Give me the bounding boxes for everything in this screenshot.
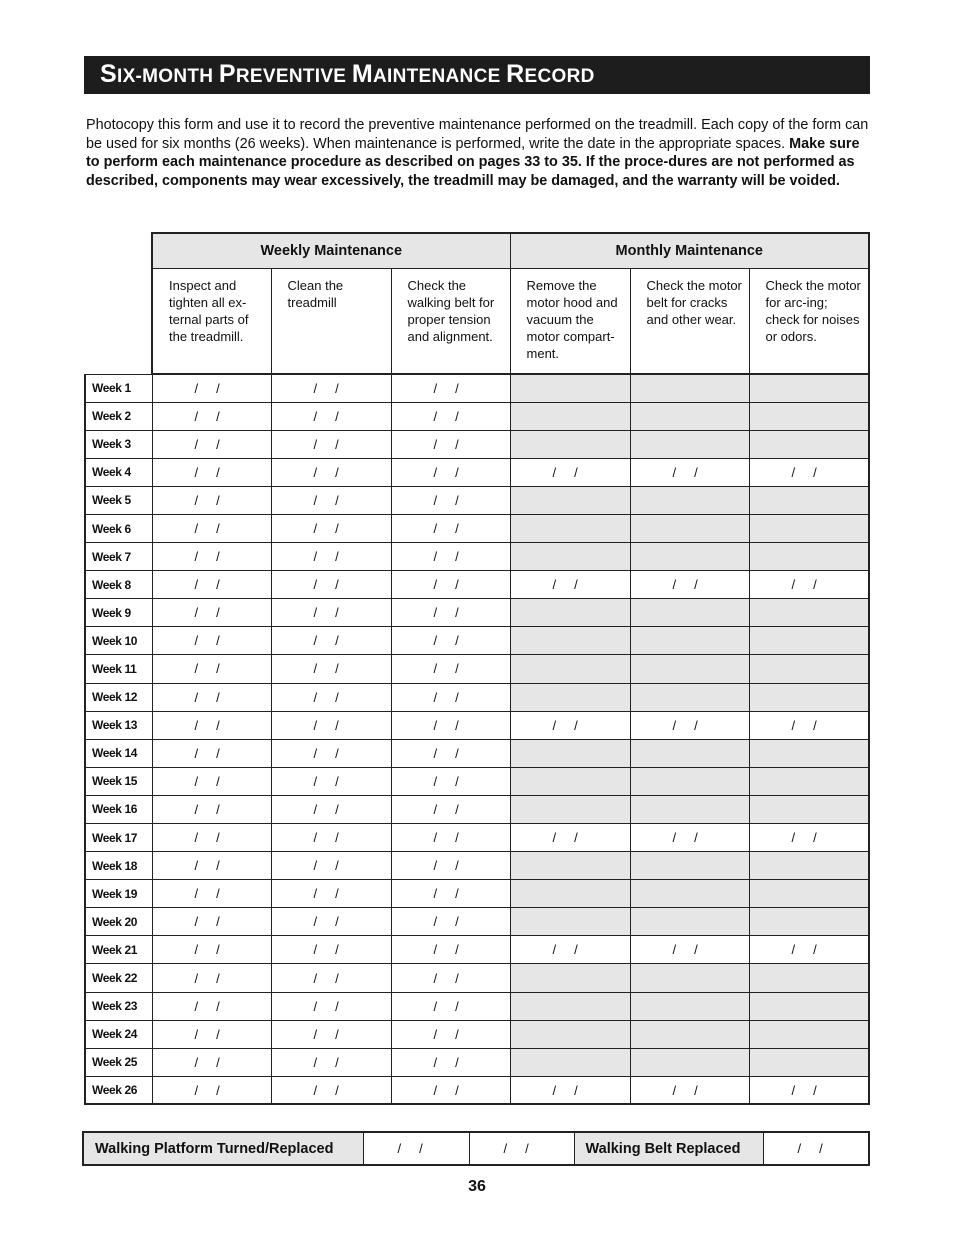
shaded-cell xyxy=(510,880,630,908)
shaded-cell xyxy=(510,486,630,514)
maintenance-table xyxy=(84,232,870,1105)
shaded-cell xyxy=(510,1020,630,1048)
shaded-cell xyxy=(630,1048,749,1076)
shaded-cell xyxy=(630,514,749,542)
shaded-cell xyxy=(749,852,869,880)
date-field[interactable]: / / xyxy=(391,571,510,599)
shaded-cell xyxy=(749,795,869,823)
column-header: Clean the treadmill xyxy=(271,268,391,374)
week-label: Week 6 xyxy=(85,514,152,542)
week-label: Week 8 xyxy=(85,571,152,599)
date-field[interactable]: / / xyxy=(152,627,271,655)
week-label: Week 9 xyxy=(85,599,152,627)
date-field[interactable]: / / xyxy=(152,486,271,514)
date-field[interactable]: / / xyxy=(152,1076,271,1104)
table-row xyxy=(85,683,869,711)
title-initial: P xyxy=(218,60,236,88)
date-field[interactable]: / / xyxy=(391,599,510,627)
week-label: Week 22 xyxy=(85,964,152,992)
shaded-cell xyxy=(510,599,630,627)
shaded-cell xyxy=(630,908,749,936)
week-label: Week 25 xyxy=(85,1048,152,1076)
date-field[interactable]: / / xyxy=(152,880,271,908)
date-field[interactable]: / / xyxy=(391,1076,510,1104)
date-field[interactable]: / / xyxy=(391,683,510,711)
week-label: Week 2 xyxy=(85,402,152,430)
date-field[interactable]: / / xyxy=(630,824,749,852)
shaded-cell xyxy=(630,795,749,823)
shaded-cell xyxy=(510,795,630,823)
title-word: REVENTIVE xyxy=(235,66,352,87)
shaded-cell xyxy=(510,374,630,402)
table-row xyxy=(85,430,869,458)
date-field[interactable]: / / xyxy=(391,1048,510,1076)
table-row xyxy=(85,1076,869,1104)
replacement-record xyxy=(82,1131,870,1166)
shaded-cell xyxy=(510,992,630,1020)
shaded-cell xyxy=(749,683,869,711)
week-label: Week 7 xyxy=(85,543,152,571)
date-field[interactable]: / / xyxy=(391,1020,510,1048)
date-field[interactable]: / / xyxy=(391,739,510,767)
shaded-cell xyxy=(510,683,630,711)
date-field[interactable]: / / xyxy=(749,711,869,739)
date-field[interactable]: / / xyxy=(271,908,391,936)
date-field[interactable]: / / xyxy=(271,683,391,711)
table-row xyxy=(85,458,869,486)
table-row xyxy=(85,795,869,823)
date-field[interactable]: / / xyxy=(271,739,391,767)
date-field[interactable]: / / xyxy=(391,908,510,936)
date-field[interactable]: / / xyxy=(271,458,391,486)
shaded-cell xyxy=(630,683,749,711)
table-row xyxy=(85,1048,869,1076)
table-row xyxy=(85,402,869,430)
week-label: Week 10 xyxy=(85,627,152,655)
week-label: Week 16 xyxy=(85,795,152,823)
shaded-cell xyxy=(630,430,749,458)
date-field[interactable]: / / xyxy=(391,964,510,992)
shaded-cell xyxy=(510,908,630,936)
date-field[interactable]: / / xyxy=(152,824,271,852)
date-field[interactable]: / / xyxy=(391,992,510,1020)
table-row xyxy=(85,964,869,992)
shaded-cell xyxy=(749,655,869,683)
date-field[interactable]: / / xyxy=(152,655,271,683)
date-field[interactable]: / / xyxy=(749,824,869,852)
shaded-cell xyxy=(630,627,749,655)
intro-paragraph xyxy=(86,116,870,190)
shaded-cell xyxy=(749,964,869,992)
date-field[interactable]: / / xyxy=(271,824,391,852)
date-field[interactable]: / / xyxy=(749,458,869,486)
week-label: Week 12 xyxy=(85,683,152,711)
shaded-cell xyxy=(630,599,749,627)
date-field[interactable]: / / xyxy=(391,374,510,402)
date-field[interactable]: / / xyxy=(271,1048,391,1076)
date-field[interactable]: / / xyxy=(630,936,749,964)
date-field[interactable]: / / xyxy=(152,1048,271,1076)
platform-turned-label: Walking Platform Turned/Replaced xyxy=(83,1132,363,1165)
date-field[interactable]: / / xyxy=(510,711,630,739)
date-field[interactable]: / / xyxy=(271,964,391,992)
shaded-cell xyxy=(630,767,749,795)
shaded-cell xyxy=(749,627,869,655)
date-field[interactable]: / / xyxy=(271,599,391,627)
date-field[interactable]: / / xyxy=(630,711,749,739)
date-field[interactable]: / / xyxy=(271,655,391,683)
date-field[interactable]: / / xyxy=(271,880,391,908)
date-field[interactable]: / / xyxy=(152,458,271,486)
weekly-maintenance-header: Weekly Maintenance xyxy=(152,233,510,268)
date-field[interactable]: / / xyxy=(391,795,510,823)
date-field[interactable]: / / xyxy=(510,824,630,852)
date-field[interactable]: / / xyxy=(271,430,391,458)
shaded-cell xyxy=(510,767,630,795)
shaded-cell xyxy=(630,880,749,908)
monthly-maintenance-header: Monthly Maintenance xyxy=(510,233,869,268)
intro-warning: Make sure to perform each maintenance procedure as described on pages 33 to 35. If the proce-dures are not performed as described, components may wear excessively, the treadmill may be damaged, and the warranty will be voided. xyxy=(86,135,860,189)
date-field[interactable]: / / xyxy=(152,374,271,402)
column-header: Check the motor belt for cracks and other wear. xyxy=(630,268,749,374)
date-field[interactable]: / / xyxy=(152,739,271,767)
date-field[interactable]: / / xyxy=(271,374,391,402)
table-row xyxy=(85,739,869,767)
date-field[interactable]: / / xyxy=(152,852,271,880)
shaded-cell xyxy=(510,627,630,655)
date-field[interactable]: / / xyxy=(152,795,271,823)
week-label: Week 4 xyxy=(85,458,152,486)
table-row xyxy=(85,936,869,964)
date-field[interactable]: / / xyxy=(271,992,391,1020)
date-field[interactable]: / / xyxy=(630,1076,749,1104)
date-field[interactable]: / / xyxy=(749,571,869,599)
table-row xyxy=(85,655,869,683)
date-field[interactable]: / / xyxy=(271,795,391,823)
date-field[interactable]: / / xyxy=(630,571,749,599)
date-field[interactable]: / / xyxy=(391,627,510,655)
date-field[interactable]: / / xyxy=(749,936,869,964)
date-field[interactable]: / / xyxy=(391,936,510,964)
week-label: Week 19 xyxy=(85,880,152,908)
shaded-cell xyxy=(510,852,630,880)
date-field[interactable]: / / xyxy=(391,880,510,908)
shaded-cell xyxy=(630,374,749,402)
date-field[interactable]: / / xyxy=(271,711,391,739)
date-field[interactable]: / / xyxy=(391,458,510,486)
shaded-cell xyxy=(749,430,869,458)
table-row xyxy=(85,711,869,739)
table-row xyxy=(85,486,869,514)
shaded-cell xyxy=(630,402,749,430)
week-label: Week 17 xyxy=(85,824,152,852)
date-field[interactable]: / / xyxy=(510,936,630,964)
date-field[interactable]: / / xyxy=(271,627,391,655)
title-initial: M xyxy=(351,60,374,88)
week-label: Week 5 xyxy=(85,486,152,514)
shaded-cell xyxy=(749,1048,869,1076)
week-label: Week 1 xyxy=(85,374,152,402)
date-field[interactable]: / / xyxy=(152,767,271,795)
date-field[interactable]: / / xyxy=(749,1076,869,1104)
date-field[interactable]: / / xyxy=(152,571,271,599)
shaded-cell xyxy=(510,430,630,458)
date-field[interactable]: / / xyxy=(152,964,271,992)
shaded-cell xyxy=(749,908,869,936)
date-field[interactable]: / / xyxy=(271,543,391,571)
platform-date-field-1[interactable]: / / xyxy=(363,1132,469,1165)
shaded-cell xyxy=(510,655,630,683)
shaded-cell xyxy=(630,1020,749,1048)
shaded-cell xyxy=(630,964,749,992)
week-label: Week 21 xyxy=(85,936,152,964)
shaded-cell xyxy=(749,374,869,402)
shaded-cell xyxy=(630,992,749,1020)
shaded-cell xyxy=(749,599,869,627)
shaded-cell xyxy=(630,655,749,683)
date-field[interactable]: / / xyxy=(510,1076,630,1104)
date-field[interactable]: / / xyxy=(391,824,510,852)
date-field[interactable]: / / xyxy=(391,711,510,739)
date-field[interactable]: / / xyxy=(391,514,510,542)
table-row xyxy=(85,514,869,542)
shaded-cell xyxy=(749,543,869,571)
date-field[interactable]: / / xyxy=(271,486,391,514)
date-field[interactable]: / / xyxy=(271,402,391,430)
date-field[interactable]: / / xyxy=(391,430,510,458)
date-field[interactable]: / / xyxy=(152,936,271,964)
week-label: Week 13 xyxy=(85,711,152,739)
date-field[interactable]: / / xyxy=(271,571,391,599)
week-label: Week 14 xyxy=(85,739,152,767)
shaded-cell xyxy=(749,486,869,514)
date-field[interactable]: / / xyxy=(152,430,271,458)
date-field[interactable]: / / xyxy=(391,655,510,683)
corner-blank xyxy=(85,268,152,374)
table-row xyxy=(85,852,869,880)
column-header: Check the motor for arc-ing; check for noises or odors. xyxy=(749,268,869,374)
shaded-cell xyxy=(630,739,749,767)
date-field[interactable]: / / xyxy=(152,908,271,936)
week-label: Week 15 xyxy=(85,767,152,795)
date-field[interactable]: / / xyxy=(152,1020,271,1048)
week-label: Week 23 xyxy=(85,992,152,1020)
table-row xyxy=(85,880,869,908)
table-row xyxy=(85,543,869,571)
shaded-cell xyxy=(510,402,630,430)
column-header: Inspect and tighten all ex-ternal parts of the treadmill. xyxy=(152,268,271,374)
page-number: 36 xyxy=(468,1178,486,1195)
date-field[interactable]: / / xyxy=(271,1020,391,1048)
belt-replaced-label: Walking Belt Replaced xyxy=(574,1132,763,1165)
date-field[interactable]: / / xyxy=(630,458,749,486)
table-row xyxy=(85,824,869,852)
shaded-cell xyxy=(510,543,630,571)
intro-text: Photocopy this form and use it to record the preventive maintenance performed on the treadmill. Each copy of the form can be used for six months (26 weeks). When maintenance is performed, write the date in the appropriate spaces. xyxy=(86,117,869,152)
week-label: Week 24 xyxy=(85,1020,152,1048)
date-field[interactable]: / / xyxy=(152,711,271,739)
shaded-cell xyxy=(630,543,749,571)
title-word: AINTENANCE xyxy=(373,66,507,87)
shaded-cell xyxy=(510,514,630,542)
date-field[interactable]: / / xyxy=(391,767,510,795)
table-row xyxy=(85,374,869,402)
title-word: ECORD xyxy=(524,66,595,87)
table-row xyxy=(85,767,869,795)
date-field[interactable]: / / xyxy=(391,402,510,430)
date-field[interactable]: / / xyxy=(271,767,391,795)
title-initial: R xyxy=(506,60,525,88)
date-field[interactable]: / / xyxy=(391,852,510,880)
date-field[interactable]: / / xyxy=(271,1076,391,1104)
shaded-cell xyxy=(510,964,630,992)
shaded-cell xyxy=(510,1048,630,1076)
date-field[interactable]: / / xyxy=(391,543,510,571)
shaded-cell xyxy=(510,739,630,767)
date-field[interactable]: / / xyxy=(510,458,630,486)
week-label: Week 3 xyxy=(85,430,152,458)
corner-blank xyxy=(85,233,152,268)
week-label: Week 20 xyxy=(85,908,152,936)
shaded-cell xyxy=(630,852,749,880)
date-field[interactable]: / / xyxy=(152,599,271,627)
platform-date-field-2[interactable]: / / xyxy=(469,1132,574,1165)
shaded-cell xyxy=(749,880,869,908)
shaded-cell xyxy=(749,1020,869,1048)
column-header: Remove the motor hood and vacuum the motor compart-ment. xyxy=(510,268,630,374)
table-row xyxy=(85,627,869,655)
date-field[interactable]: / / xyxy=(510,571,630,599)
date-field[interactable]: / / xyxy=(271,936,391,964)
table-row xyxy=(85,599,869,627)
shaded-cell xyxy=(630,486,749,514)
table-row xyxy=(85,1020,869,1048)
table-row xyxy=(85,908,869,936)
date-field[interactable]: / / xyxy=(152,514,271,542)
date-field[interactable]: / / xyxy=(271,514,391,542)
shaded-cell xyxy=(749,992,869,1020)
week-label: Week 26 xyxy=(85,1076,152,1104)
belt-date-field[interactable]: / / xyxy=(763,1132,869,1165)
table-row xyxy=(85,992,869,1020)
week-label: Week 18 xyxy=(85,852,152,880)
table-row xyxy=(85,571,869,599)
date-field[interactable]: / / xyxy=(152,402,271,430)
title-word: IX-MONTH xyxy=(116,66,219,87)
shaded-cell xyxy=(749,514,869,542)
title-initial: S xyxy=(100,60,117,88)
column-header: Check the walking belt for proper tension and alignment. xyxy=(391,268,510,374)
page-title xyxy=(84,56,870,94)
date-field[interactable]: / / xyxy=(391,486,510,514)
shaded-cell xyxy=(749,402,869,430)
date-field[interactable]: / / xyxy=(152,543,271,571)
week-label: Week 11 xyxy=(85,655,152,683)
date-field[interactable]: / / xyxy=(271,852,391,880)
shaded-cell xyxy=(749,767,869,795)
date-field[interactable]: / / xyxy=(152,992,271,1020)
shaded-cell xyxy=(749,739,869,767)
date-field[interactable]: / / xyxy=(152,683,271,711)
